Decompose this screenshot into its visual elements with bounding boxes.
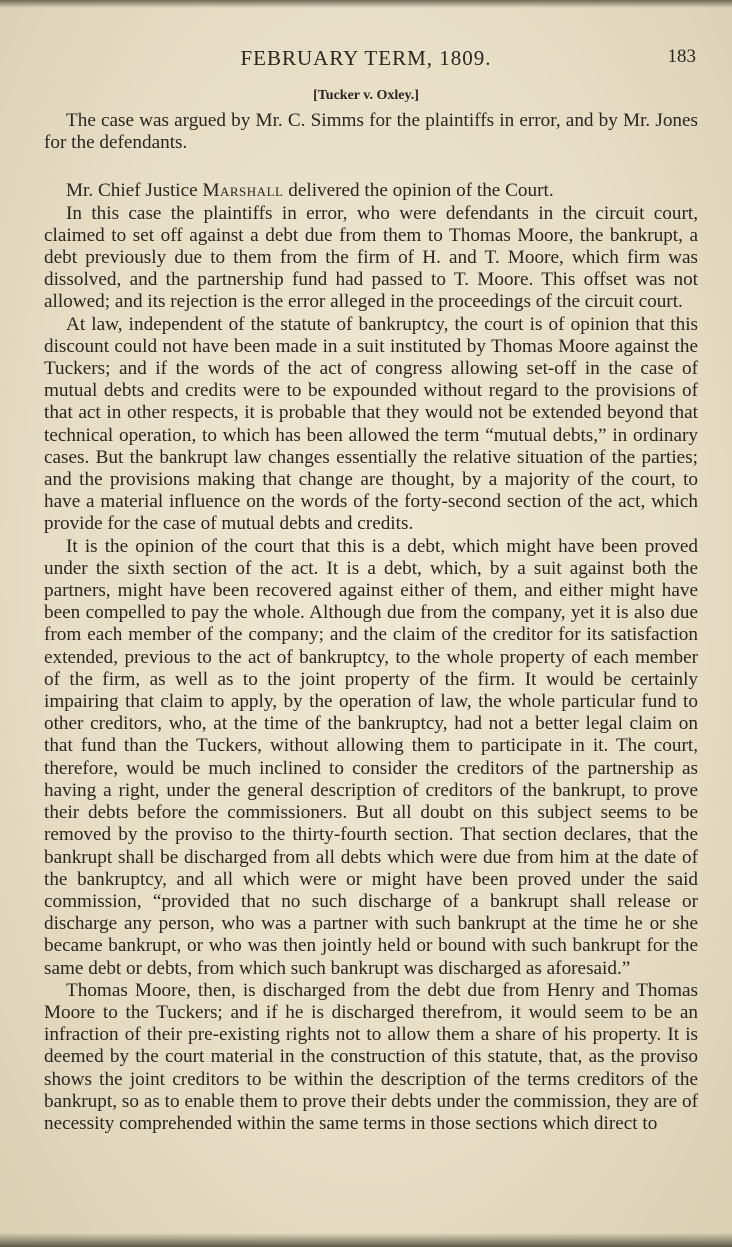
running-head: FEBRUARY TERM, 1809.: [240, 46, 492, 70]
paragraph-facts: In this case the plaintiffs in error, who were defendants in the circuit court, claimed to set off against a debt due from them to Thomas Moore, the bankrupt, a debt previously due to them from the firm of H. and T. Moore, which firm was dissolved, and the partnership fund had passed to T. Moore. This offset was not allowed; and its rejection is the error alleged in the proceedings of the circuit court.: [44, 202, 698, 313]
page-top-edge: [0, 0, 732, 8]
opinion-intro-before: Mr. Chief Justice: [66, 180, 203, 202]
body-text: [44, 110, 698, 1135]
paragraph-opinion: It is the opinion of the court that this is a debt, which might have been proved under the sixth section of the act. It is a debt, which, by a suit against both the partners, might have been recovered against either of them, and either might have been compelled to pay the whole. Although due from the company, yet it is also due from each member of the company; and the claim of the creditor for its satisfaction extended, previous to the act of bankruptcy, to the whole property of each member of the firm, as well as to the joint property of the firm. It would be certainly impairing that claim to apply, by the operation of law, the whole particular fund to other creditors, who, at the time of the bankruptcy, had not a better legal claim on that fund than the Tuckers, without allowing them to participate in it. The court, therefore, would be much inclined to consider the creditors of the partnership as having a right, under the general description of creditors of the bankrupt, to prove their debts before the commissioners. But all doubt on this subject seems to be removed by the proviso to the thirty-fourth section. That section declares, that the bankrupt shall be discharged from all debts which were due from him at the date of the bankruptcy, and all which were or might have been proved under the said commission, “provided that no such discharge of a bankrupt shall release or discharge any person, who was a partner with such bankrupt at the time he or she became bankrupt, or who was then jointly held or bound with such bankrupt for the same debt or debts, from which such bankrupt was discharged as aforesaid.”: [44, 535, 698, 979]
paragraph-conclusion: Thomas Moore, then, is discharged from the debt due from Henry and Thomas Moore to the Tuckers; and if he is discharged therefrom, it would seem to be an infraction of their pre-existing rights not to allow them a share of his property. It is deemed by the court material in the construction of this statute, that, as the proviso shows the joint creditors to be within the description of the terms creditors of the bankrupt, so as to enable them to prove their debts under the commission, they are of necessity comprehended within the same terms in those sections which direct to: [44, 979, 698, 1134]
paragraph-argument: The case was argued by Mr. C. Simms for the plaintiffs in error, and by Mr. Jones for the defendants.: [44, 110, 698, 154]
case-caption: [Tucker v. Oxley.]: [313, 88, 419, 103]
paragraph-at-law: At law, independent of the statute of bankruptcy, the court is of opinion that this discount could not have been made in a suit instituted by Thomas Moore against the Tuckers; and if the words of the act of congress allowing set-off in the case of mutual debts and credits were to be expounded without regard to the provisions of that act in other respects, it is probable that they would not be extended beyond that technical operation, to which has been allowed the term “mutual debts,” in ordinary cases. But the bankrupt law changes essentially the relative situation of the parties; and the provisions making that change are thought, by a majority of the court, to have a material influence on the words of the forty-second section of the act, which provide for the case of mutual debts and credits.: [44, 313, 698, 535]
opinion-intro-after: delivered the opinion of the Court.: [283, 180, 554, 202]
paragraph-opinion-intro: [44, 180, 698, 202]
page-header: [0, 44, 732, 78]
page-bottom-edge: [0, 1233, 732, 1247]
justice-name: Marshall: [202, 180, 284, 202]
page-number: 183: [667, 46, 696, 67]
